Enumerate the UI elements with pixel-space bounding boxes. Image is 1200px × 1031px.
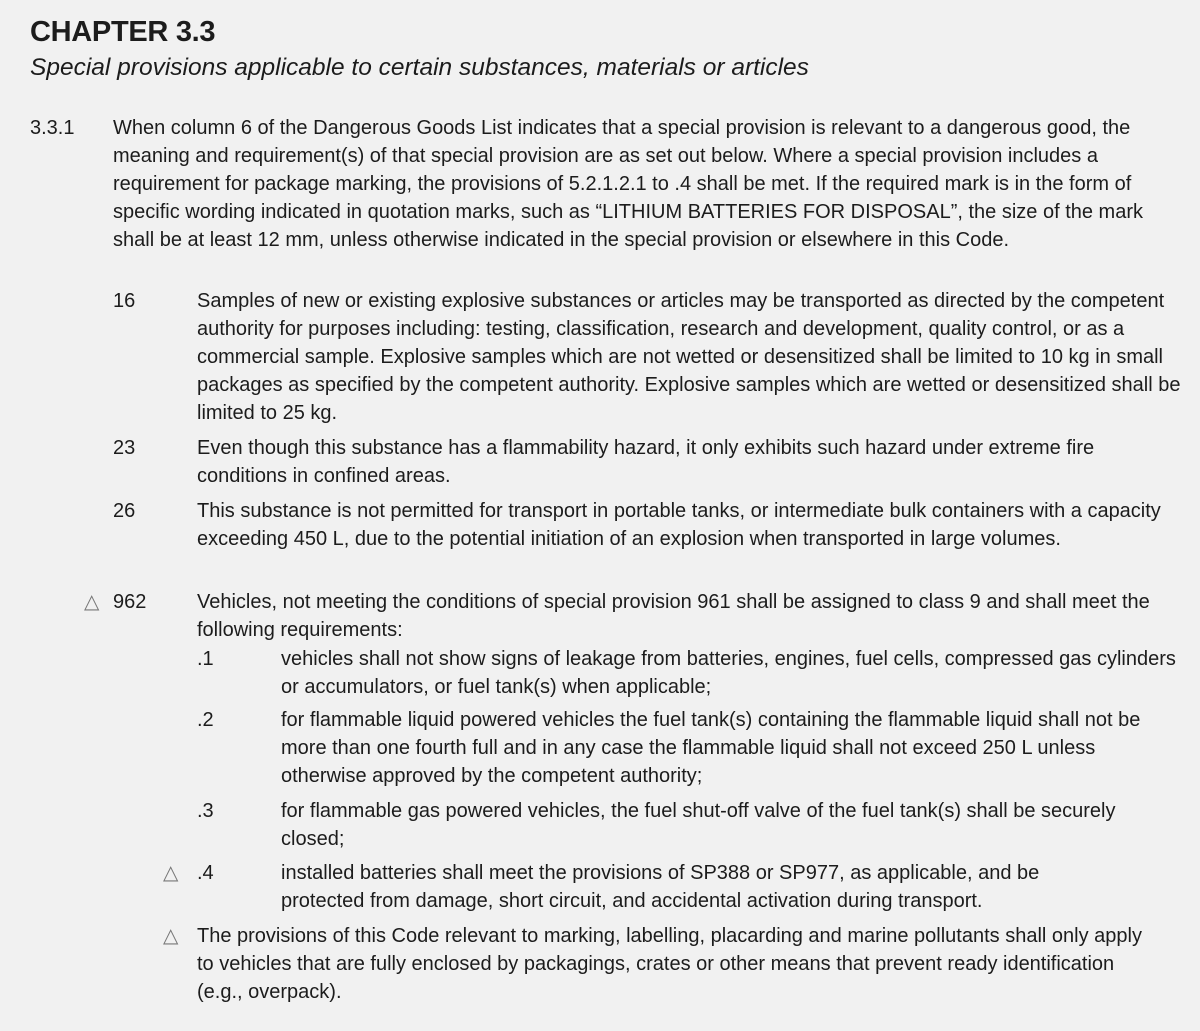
item-number: .1 bbox=[197, 648, 214, 670]
amendment-triangle-icon: △ bbox=[163, 862, 179, 884]
item-number: .4 bbox=[197, 862, 214, 884]
provision-number: 962 bbox=[113, 591, 147, 613]
item-text: installed batteries shall meet the provisions of SP388 or SP977, as applicable, and be protected from damage, short circuit, and accidental activation during transport. bbox=[281, 862, 1040, 912]
provision-number: 16 bbox=[113, 290, 136, 312]
amendment-triangle-icon: △ bbox=[84, 591, 100, 613]
item-text: for flammable gas powered vehicles, the fuel shut-off valve of the fuel tank(s) shall be securely closed; bbox=[281, 800, 1116, 850]
provision-note-text: The provisions of this Code relevant to marking, labelling, placarding and marine pollutants shall only apply to vehicles that are fully enclosed by packagings, crates or other means that prevent ready identification (e.g., overpack). bbox=[197, 925, 1142, 1003]
provision-text: This substance is not permitted for transport in portable tanks, or intermediate bulk containers with a capacity exceeding 450 L, due to the potential initiation of an explosion when transported in large volumes. bbox=[197, 500, 1161, 550]
item-number: .2 bbox=[197, 709, 214, 731]
provision-text: Samples of new or existing explosive substances or articles may be transported as directed by the competent authority for purposes including: testing, classification, research and development, quality control, or as a commercial sample. Explosive samples which are not wetted or desensitized shall be limited to 10 kg in small packages as specified by the competent authority. Explosive samples which are wetted or desensitized shall be limited to 25 kg. bbox=[197, 290, 1181, 424]
provision-text: Even though this substance has a flammability hazard, it only exhibits such hazard under extreme fire conditions in confined areas. bbox=[197, 437, 1095, 487]
item-text: vehicles shall not show signs of leakage from batteries, engines, fuel cells, compressed gas cylinders or accumulators, or fuel tank(s) when applicable; bbox=[281, 648, 1176, 698]
item-text: for flammable liquid powered vehicles the fuel tank(s) containing the flammable liquid shall not be more than one fourth full and in any case the flammable liquid shall not exceed 250 L unless otherwise approved by the competent authority; bbox=[281, 709, 1141, 787]
provision-number: 26 bbox=[113, 500, 136, 522]
provision-number: 23 bbox=[113, 437, 136, 459]
item-number: .3 bbox=[197, 800, 214, 822]
provision-text: Vehicles, not meeting the conditions of special provision 961 shall be assigned to class 9 and shall meet the following requirements: bbox=[197, 591, 1150, 641]
section-text: When column 6 of the Dangerous Goods List indicates that a special provision is relevant to a dangerous good, the meaning and requirement(s) of that special provision are as set out below. Where a special provision includes a requirement for package marking, the provisions of 5.2.1.2.1 to .4 shall be met. If the required mark is in the form of specific wording indicated in quotation marks, such as “LITHIUM BATTERIES FOR DISPOSAL”, the size of the mark shall be at least 12 mm, unless otherwise indicated in the special provision or elsewhere in this Code. bbox=[113, 117, 1143, 251]
chapter-subtitle: Special provisions applicable to certain substances, materials or articles bbox=[30, 54, 809, 81]
section-number: 3.3.1 bbox=[30, 117, 75, 139]
amendment-triangle-icon: △ bbox=[163, 925, 179, 947]
chapter-title: CHAPTER 3.3 bbox=[30, 16, 216, 48]
